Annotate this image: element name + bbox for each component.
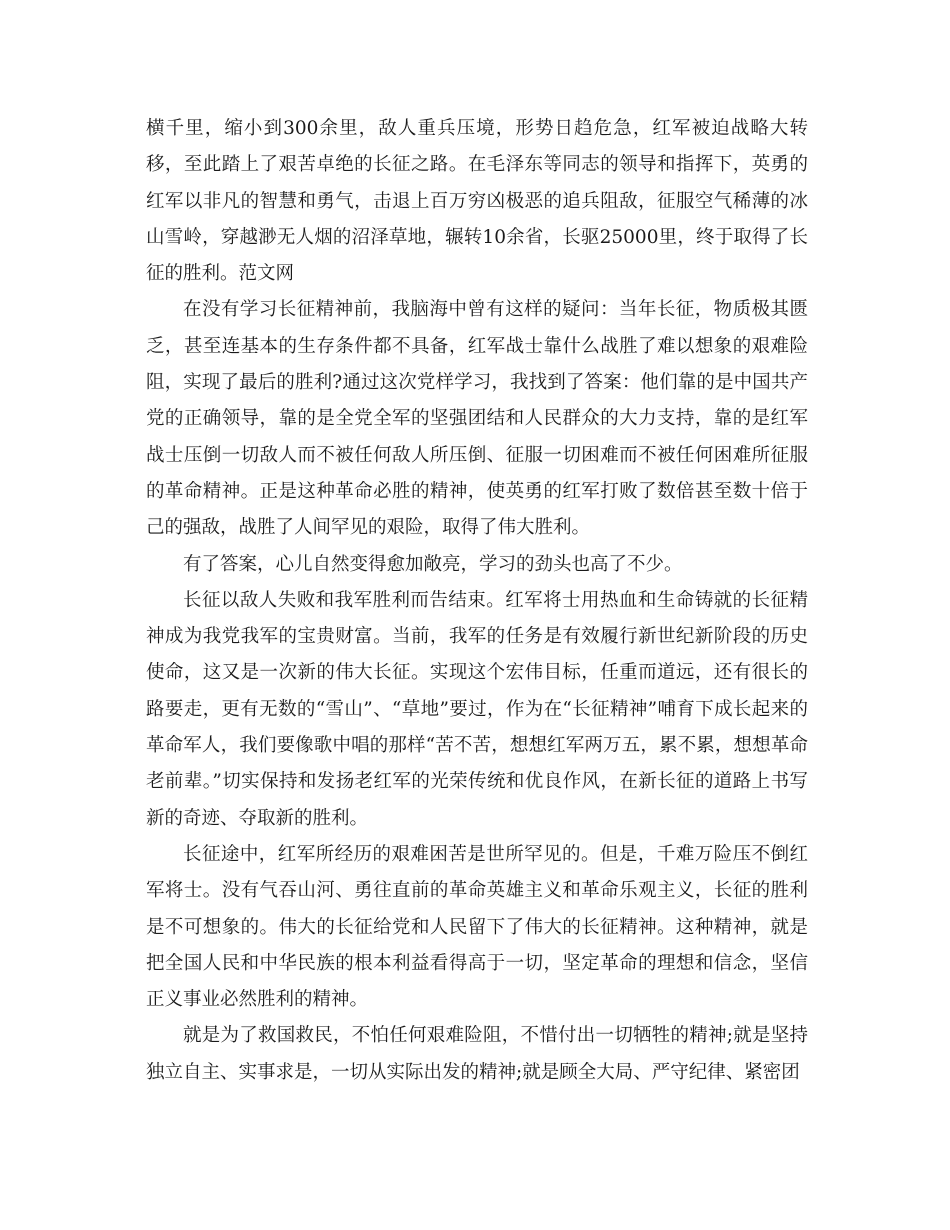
- paragraph-6: 就是为了救国救民，不怕任何艰难险阻，不惜付出一切牺牲的精神;就是坚持独立自主、实事求是，一切从实际出发的精神;就是顾全大局、严守纪律、紧密团: [146, 1025, 808, 1083]
- paragraph-5: 长征途中，红军所经历的艰难困苦是世所罕见的。但是，千难万险压不倒红军将士。没有气吞山河、勇往直前的革命英雄主义和革命乐观主义，长征的胜利是不可想象的。伟大的长征给党和人民留下了伟大的长征精神。这种精神，就是把全国人民和中华民族的根本利益看得高于一切，坚定革命的理想和信念，坚信正义事业必然胜利的精神。: [146, 843, 808, 1011]
- paragraph-2: 在没有学习长征精神前，我脑海中曾有这样的疑问：当年长征，物质极其匮乏，甚至连基本的生存条件都不具备，红军战士靠什么战胜了难以想象的艰难险阻，实现了最后的胜利?通过这次党样学习，我找到了答案：他们靠的是中国共产党的正确领导，靠的是全党全军的坚强团结和人民群众的大力支持，靠的是红军战士压倒一切敌人而不被任何敌人所压倒、征服一切困难而不被任何困难所征服的革命精神。正是这种革命必胜的精神，使英勇的红军打败了数倍甚至数十倍于己的强敌，战胜了人间罕见的艰险，取得了伟大胜利。: [146, 299, 808, 539]
- document-body: [146, 111, 808, 1091]
- paragraph-1: 横千里，缩小到300余里，敌人重兵压境，形势日趋危急，红军被迫战略大转移，至此踏上了艰苦卓绝的长征之路。在毛泽东等同志的领导和指挥下，英勇的红军以非凡的智慧和勇气，击退上百万穷凶极恶的追兵阻敌，征服空气稀薄的冰山雪岭，穿越渺无人烟的沼泽草地，辗转10余省，长驱25000里，终于取得了长征的胜利。范文网: [146, 118, 808, 285]
- paragraph-3: 有了答案，心儿自然变得愈加敞亮，学习的劲头也高了不少。: [183, 553, 683, 575]
- paragraph-4: 长征以敌人失败和我军胜利而告结束。红军将士用热血和生命铸就的长征精神成为我党我军的宝贵财富。当前，我军的任务是有效履行新世纪新阶段的历史使命，这又是一次新的伟大长征。实现这个宏伟目标，任重而道远，还有很长的路要走，更有无数的“雪山”、“草地”要过，作为在“长征精神”哺育下成长起来的革命军人，我们要像歌中唱的那样“苦不苦，想想红军两万五，累不累，想想革命老前辈。”切实保持和发扬老红军的光荣传统和优良作风，在新长征的道路上书写新的奇迹、夺取新的胜利。: [146, 589, 808, 829]
